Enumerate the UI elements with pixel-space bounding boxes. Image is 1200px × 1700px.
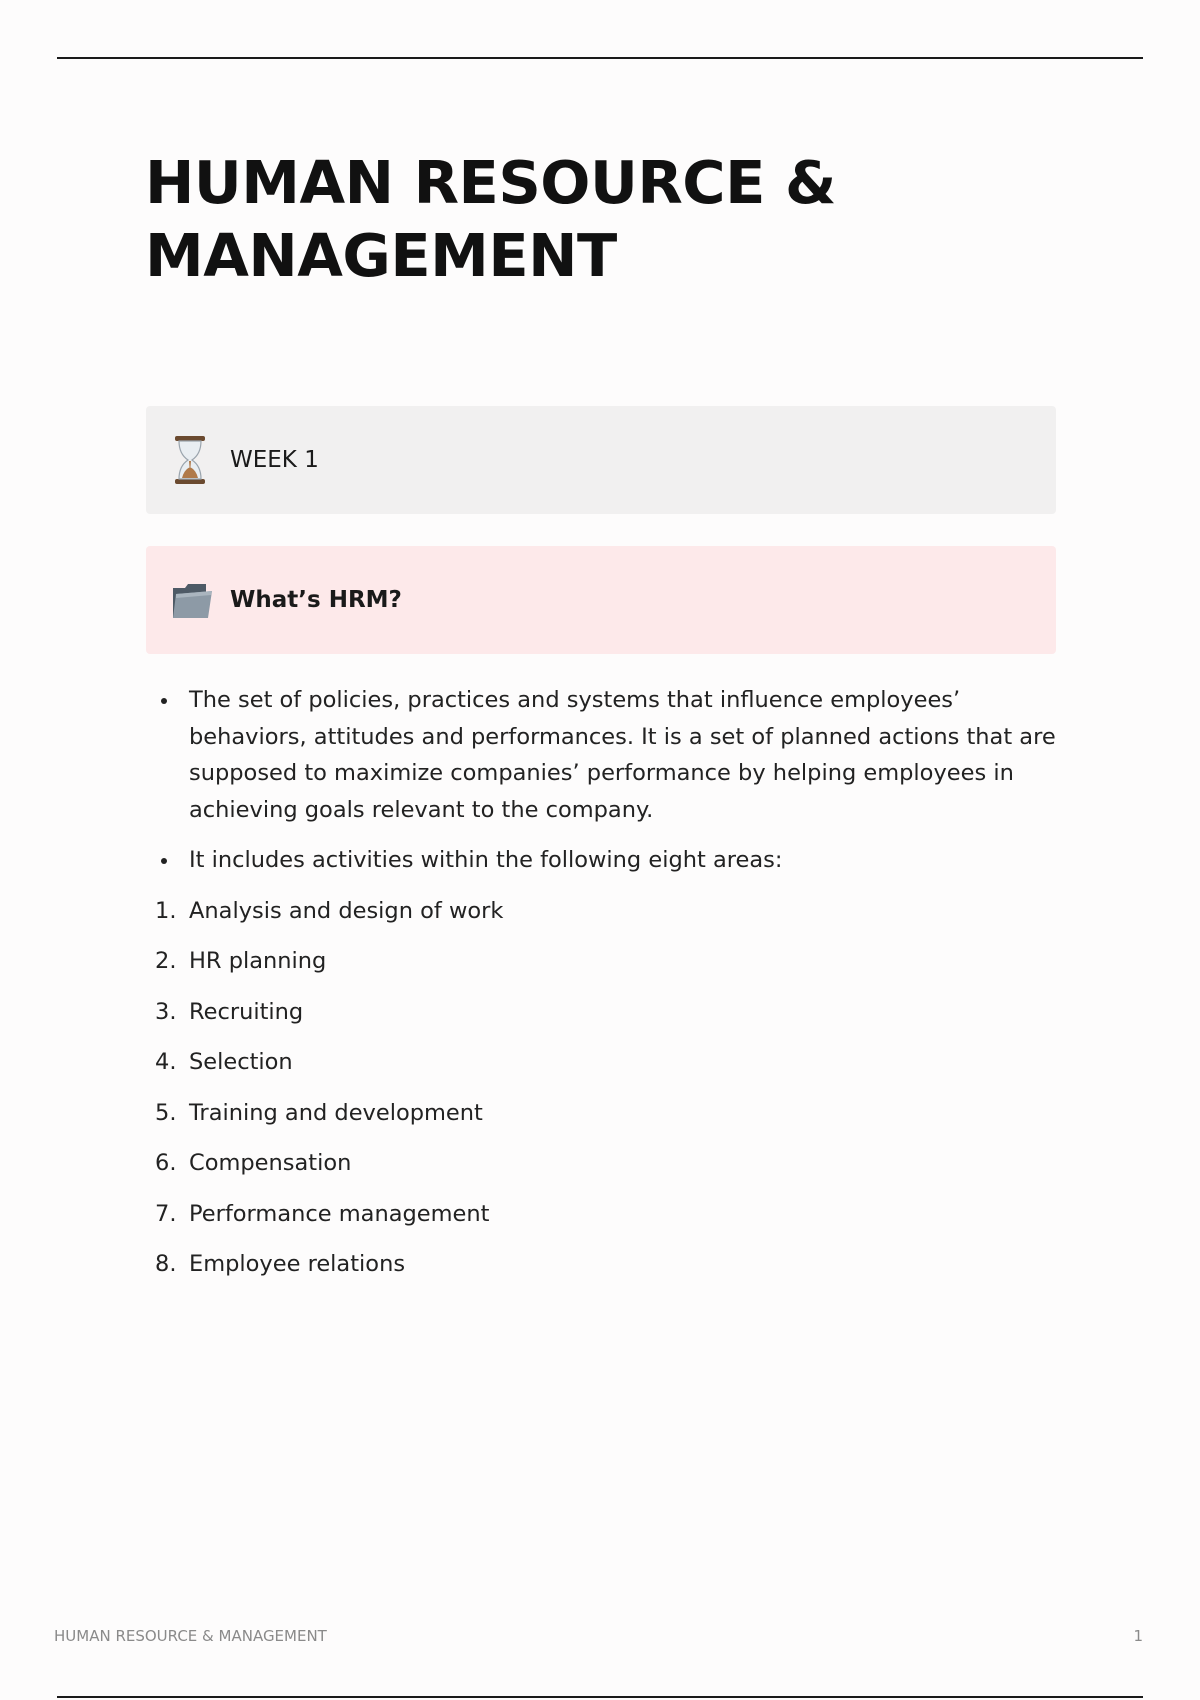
list-item: [146, 994, 1056, 1031]
footer-title: HUMAN RESOURCE & MANAGEMENT: [54, 1627, 327, 1645]
bullet-item-definition: The set of policies, practices and systems that influence employees’ behaviors, attitudes and performances. It is a set of planned actions that are supposed to maximize companies’ performance by helping employees in achieving goals relevant to the company.: [146, 682, 1056, 828]
list-item-text: Performance management: [189, 1200, 490, 1227]
page-number: 1: [1133, 1627, 1143, 1645]
list-item: [146, 1044, 1056, 1081]
top-rule: [57, 57, 1143, 59]
list-marker: 4.: [155, 1049, 177, 1075]
list-item: [146, 1246, 1056, 1283]
week-label: WEEK 1: [230, 447, 319, 473]
list-marker: 8.: [155, 1251, 177, 1277]
bullet-item-areas-intro: It includes activities within the following eight areas:: [146, 842, 1056, 879]
page-title: HUMAN RESOURCE & MANAGEMENT: [145, 148, 836, 290]
topic-callout: [146, 546, 1056, 654]
list-item-text: Compensation: [189, 1150, 352, 1176]
list-marker: 6.: [155, 1150, 177, 1176]
week-callout: [146, 406, 1056, 514]
list-marker: 3.: [155, 998, 177, 1025]
list-item: [146, 1196, 1056, 1233]
list-item: [146, 1095, 1056, 1132]
list-item: [146, 893, 1056, 930]
list-item: [146, 943, 1056, 980]
content-body: [146, 682, 1056, 1297]
hourglass-icon: [170, 434, 210, 486]
list-marker: 1.: [155, 897, 177, 924]
list-marker: 7.: [155, 1200, 177, 1227]
list-item-text: Analysis and design of work: [189, 897, 504, 924]
list-item: [146, 1145, 1056, 1182]
list-item-text: HR planning: [189, 948, 327, 974]
list-item-text: Selection: [189, 1049, 293, 1075]
list-marker: 2.: [155, 948, 177, 974]
list-marker: 5.: [155, 1099, 177, 1126]
list-item-text: Training and development: [189, 1099, 483, 1126]
topic-label: What’s HRM?: [230, 587, 402, 613]
bottom-rule: [57, 1696, 1143, 1698]
list-item-text: Recruiting: [189, 998, 304, 1025]
folder-icon: [170, 574, 210, 626]
list-item-text: Employee relations: [189, 1251, 406, 1277]
